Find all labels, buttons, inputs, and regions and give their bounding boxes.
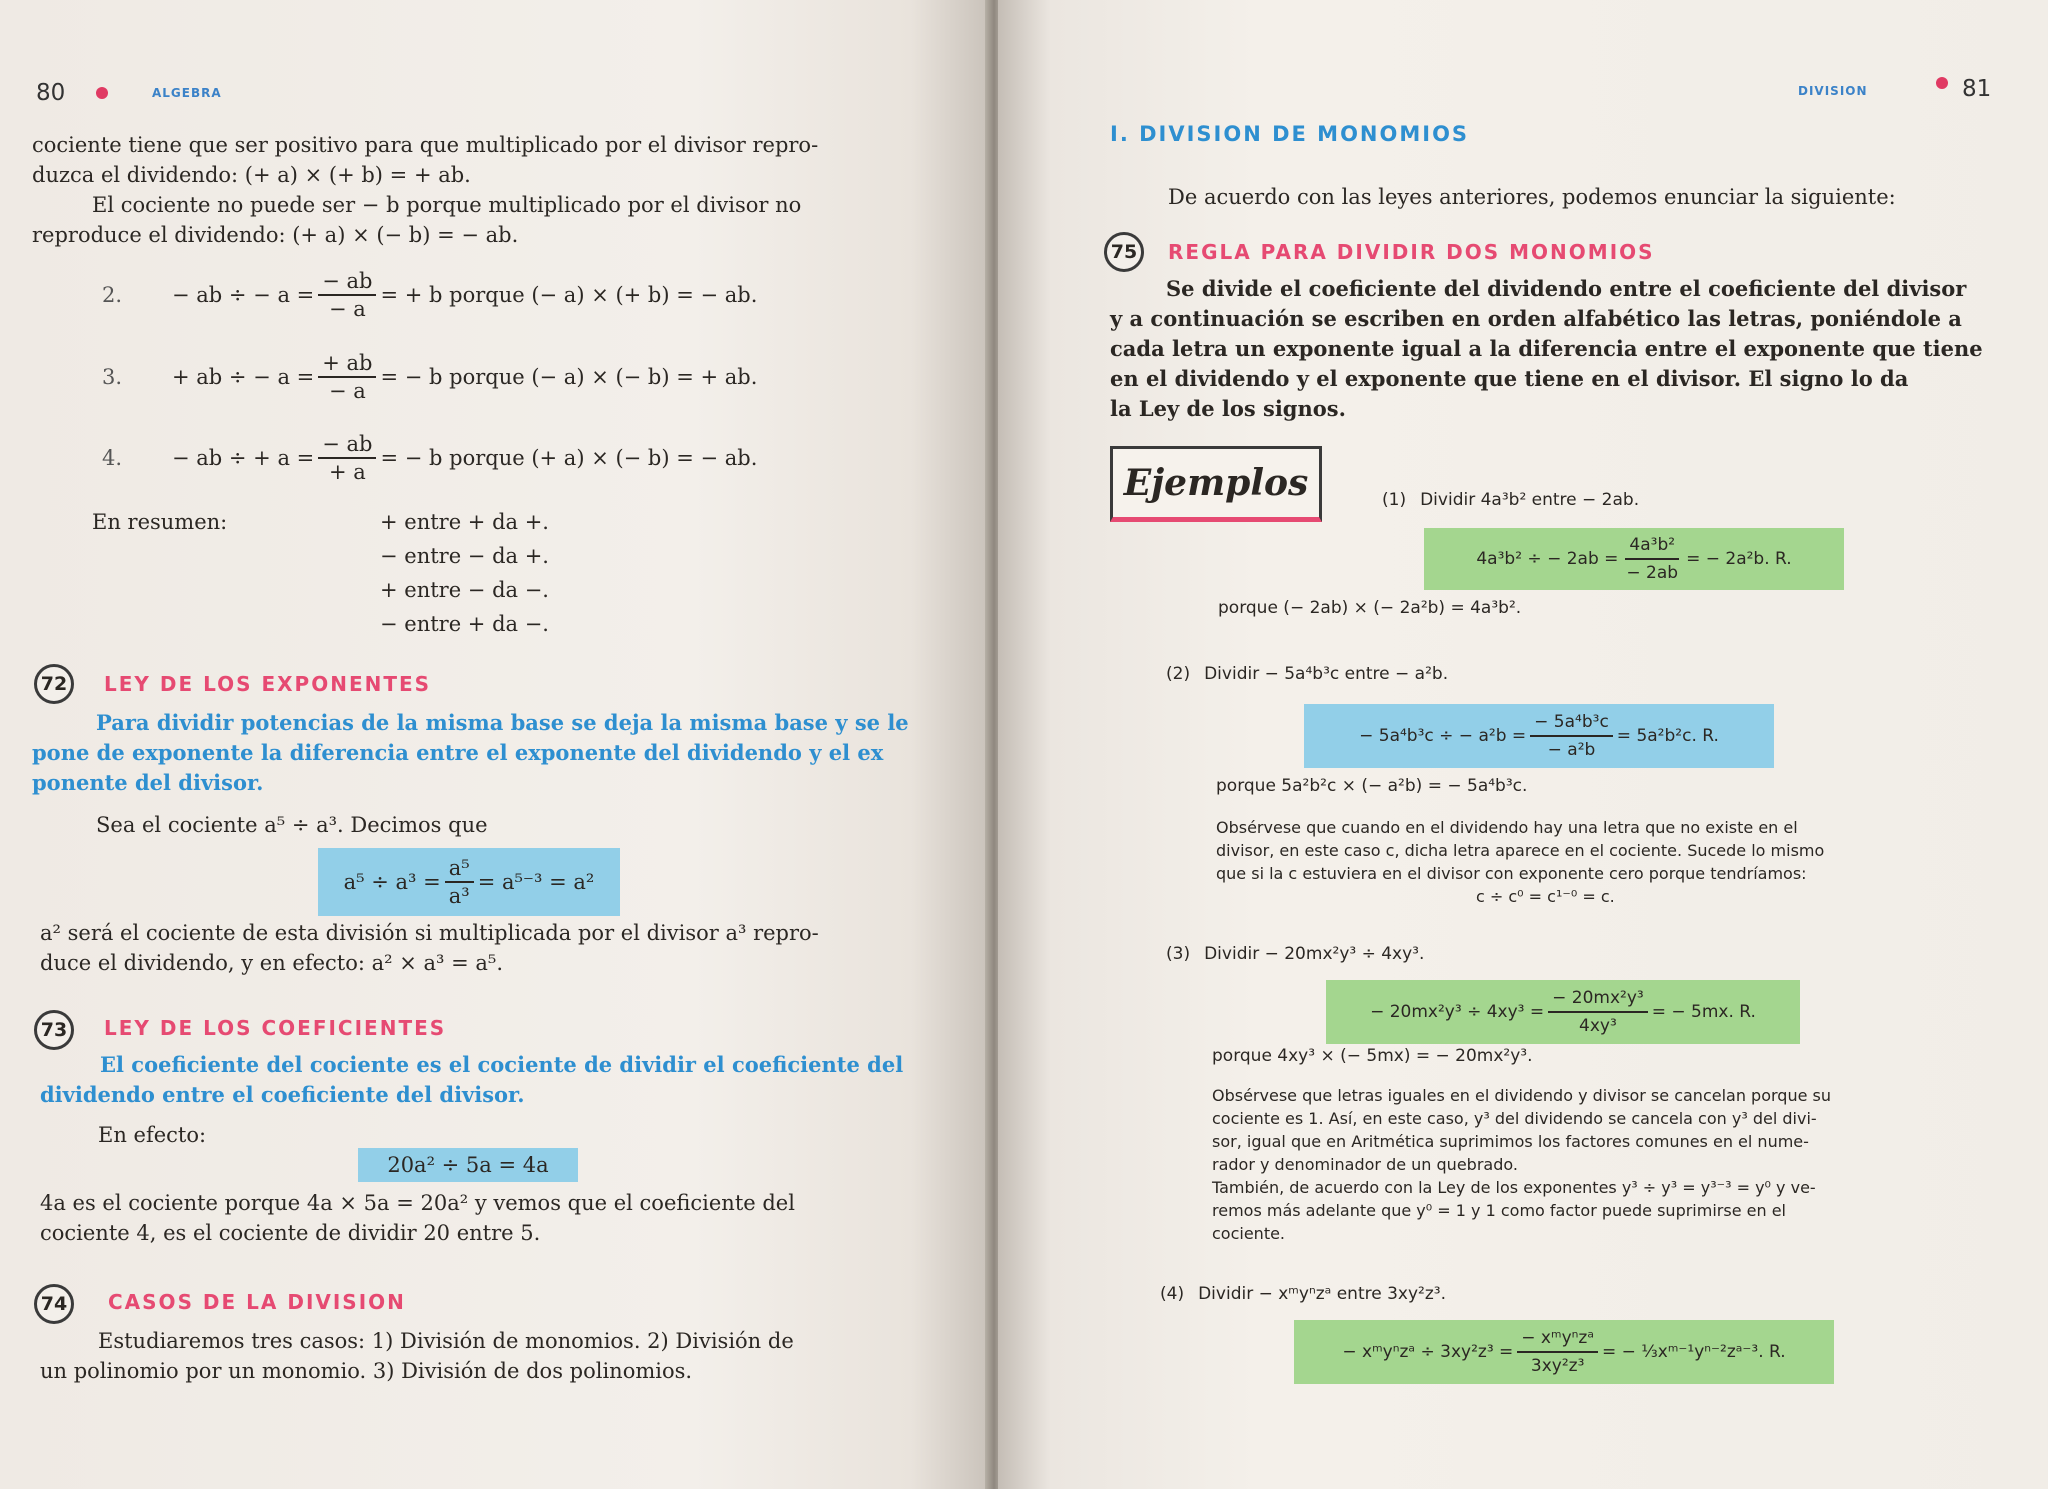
eq-rhs: = a⁵⁻³ = a²	[477, 870, 595, 894]
example-4-equation: − xᵐyⁿzᵃ ÷ 3xy²z³ = $\frac{\text{− xᵐyⁿzᵃ}}{\text{3xy²z³}}$ = − ⅓xᵐ⁻¹yⁿ⁻²zᵃ⁻³. R.	[1294, 1320, 1834, 1384]
rule-fraction: $\frac{- ab}{+ a}$	[318, 431, 376, 485]
after-text-73	[40, 1188, 920, 1248]
summary-item: − entre + da −.	[380, 612, 549, 636]
header-word-right: DIVISION	[1798, 84, 1868, 98]
rule-rhs: = − b porque (+ a) × (− b) = − ab.	[380, 446, 758, 470]
text-line: duce el dividendo, y en efecto: a² × a³ = a⁵.	[40, 951, 503, 975]
rule-line: pone de exponente la diferencia entre el exponente del dividendo y el ex	[32, 740, 884, 765]
summary-item: + entre + da +.	[380, 510, 549, 534]
text-line: Estudiaremos tres casos: 1) División de monomios. 2) División de	[98, 1329, 794, 1353]
text-line: El cociente no puede ser − b porque multiplicado por el divisor no	[92, 193, 802, 217]
rule-number: 2.	[102, 283, 123, 307]
text-line: cociente 4, es el cociente de dividir 20 entre 5.	[40, 1221, 541, 1245]
text-74	[40, 1326, 920, 1386]
text-line: un polinomio por un monomio. 3) División de dos polinomios.	[40, 1359, 693, 1383]
rule-fraction: $\frac{+ ab}{- a}$	[318, 350, 376, 404]
intro-paragraph	[32, 130, 912, 250]
rule-fraction: $\frac{- ab}{- a}$	[318, 268, 376, 322]
text-line: 4a es el cociente porque 4a × 5a = 20a² y vemos que el coeficiente del	[40, 1191, 795, 1215]
example-2-prompt: (2) Dividir − 5a⁴b³c entre − a²b.	[1166, 664, 1449, 684]
example-4-prompt: (4) Dividir − xᵐyⁿzᵃ entre 3xy²z³.	[1160, 1284, 1446, 1304]
example-1-prompt: (1) Dividir 4a³b² entre − 2ab.	[1382, 490, 1640, 510]
ejemplos-label: Ejemplos	[1123, 462, 1309, 504]
summary-item: − entre − da +.	[380, 544, 549, 568]
summary-item: + entre − da −.	[380, 578, 549, 602]
text-line: duzca el dividendo: (+ a) × (+ b) = + ab.	[32, 163, 471, 187]
section-number-74: 74	[34, 1284, 74, 1324]
rule-2	[102, 268, 757, 322]
text-line: cociente tiene que ser positivo para que multiplicado por el divisor repro-	[32, 133, 819, 157]
rule-rhs: = + b porque (− a) × (+ b) = − ab.	[380, 283, 758, 307]
text-line: a² será el cociente de esta división si multiplicada por el divisor a³ repro-	[40, 921, 819, 945]
eq-fraction: $\frac{\text{a⁵}}{\text{a³}}$	[445, 855, 474, 909]
after-text-72	[40, 918, 920, 978]
header-dot-icon	[96, 87, 108, 99]
rule-line: y a continuación se escriben en orden alfabético las letras, poniéndole a	[1110, 306, 1962, 331]
section-number-73: 73	[34, 1010, 74, 1050]
rule-number: 3.	[102, 365, 123, 389]
summary-list	[380, 505, 549, 641]
rule-number: 4.	[102, 446, 123, 470]
example-3-equation: − 20mx²y³ ÷ 4xy³ = $\frac{\text{− 20mx²y³}}{\text{4xy³}}$ = − 5mx. R.	[1326, 980, 1800, 1044]
page-number-right: 81	[1962, 76, 1992, 102]
rule-line: cada letra un exponente igual a la diferencia entre el exponente que tiene	[1110, 336, 1983, 361]
summary-label: En resumen:	[92, 510, 228, 534]
text-line: reproduce el dividendo: (+ a) × (− b) = − ab.	[32, 223, 519, 247]
example-3-note: Obsérvese que letras iguales en el dividendo y divisor se cancelan porque su cociente es 1. Así, en este caso, y³ del dividendo se cancela con y³ del divi- sor, igual que en Aritmética suprimimos los factores comunes en el nume- rador y denominador de un quebrado. También, de acuerdo con la Ley de los exponentes y³ ÷ y³ = y³⁻³ = y⁰ y ve- remos más adelante que y⁰ = 1 y 1 como factor puede suprimirse en el cociente.	[1212, 1086, 1831, 1243]
rule-lhs: − ab ÷ − a =	[172, 283, 315, 307]
header-word-left: ALGEBRA	[152, 86, 222, 100]
section-number-75: 75	[1104, 232, 1144, 272]
rule-text-72	[32, 708, 912, 798]
section-title-72: LEY DE LOS EXPONENTES	[104, 672, 432, 696]
intro-text: De acuerdo con las leyes anteriores, podemos enunciar la siguiente:	[1168, 185, 1896, 209]
highlighted-equation-73: 20a² ÷ 5a = 4a	[358, 1148, 578, 1182]
example-2-equation: − 5a⁴b³c ÷ − a²b = $\frac{\text{− 5a⁴b³c}}{\text{− a²b}}$ = 5a²b²c. R.	[1304, 704, 1774, 768]
rule-line: ponente del divisor.	[32, 770, 264, 795]
example-2-note: Obsérvese que cuando en el dividendo hay una letra que no existe en el divisor, en este caso c, dicha letra aparece en el cociente. Sucede lo mismo que si la c estuviera en el divisor con exponente cero porque tendríamos: c ÷ c⁰ = c¹⁻⁰ = c.	[1216, 818, 1825, 906]
example-2-porque: porque 5a²b²c × (− a²b) = − 5a⁴b³c.	[1216, 776, 1528, 796]
rule-text-75	[1110, 274, 1990, 424]
rule-line: dividendo entre el coeficiente del divisor.	[40, 1082, 525, 1107]
section-title-75: REGLA PARA DIVIDIR DOS MONOMIOS	[1168, 240, 1655, 264]
rule-line: en el dividendo y el exponente que tiene en el divisor. El signo lo da	[1110, 366, 1909, 391]
example-3-porque: porque 4xy³ × (− 5mx) = − 20mx²y³.	[1212, 1046, 1533, 1066]
highlighted-equation-72	[318, 848, 620, 916]
rule-lhs: + ab ÷ − a =	[172, 365, 315, 389]
section-number-72: 72	[34, 664, 74, 704]
rule-line: El coeficiente del cociente es el cociente de dividir el coeficiente del	[100, 1052, 904, 1077]
example-1-equation: 4a³b² ÷ − 2ab = $\frac{\text{4a³b²}}{- 2ab}$ = − 2a²b. R.	[1424, 528, 1844, 590]
example-3-prompt: (3) Dividir − 20mx²y³ ÷ 4xy³.	[1166, 944, 1425, 964]
section-heading: I. DIVISION DE MONOMIOS	[1110, 122, 1470, 146]
header-dot-icon	[1936, 77, 1948, 89]
example-1-porque: porque (− 2ab) × (− 2a²b) = 4a³b².	[1218, 598, 1522, 618]
eq-lhs: a⁵ ÷ a³ =	[343, 870, 441, 894]
rule-lhs: − ab ÷ + a =	[172, 446, 315, 470]
ejemplos-box	[1110, 446, 1322, 522]
rule-line: Para dividir potencias de la misma base se deja la misma base y se le	[96, 710, 909, 735]
rule-line: Se divide el coeficiente del dividendo entre el coeficiente del divisor	[1166, 276, 1967, 301]
rule-4	[102, 431, 757, 485]
page-number-left: 80	[36, 80, 66, 106]
sea-el-cociente: Sea el cociente a⁵ ÷ a³. Decimos que	[96, 813, 488, 837]
left-page	[0, 0, 990, 1489]
section-title-74: CASOS DE LA DIVISION	[108, 1290, 406, 1314]
right-page	[998, 0, 2048, 1489]
en-efecto: En efecto:	[98, 1123, 207, 1147]
section-title-73: LEY DE LOS COEFICIENTES	[104, 1016, 447, 1040]
rule-rhs: = − b porque (− a) × (− b) = + ab.	[380, 365, 758, 389]
rule-line: la Ley de los signos.	[1110, 396, 1346, 421]
rule-3	[102, 350, 757, 404]
rule-text-73	[40, 1050, 920, 1110]
